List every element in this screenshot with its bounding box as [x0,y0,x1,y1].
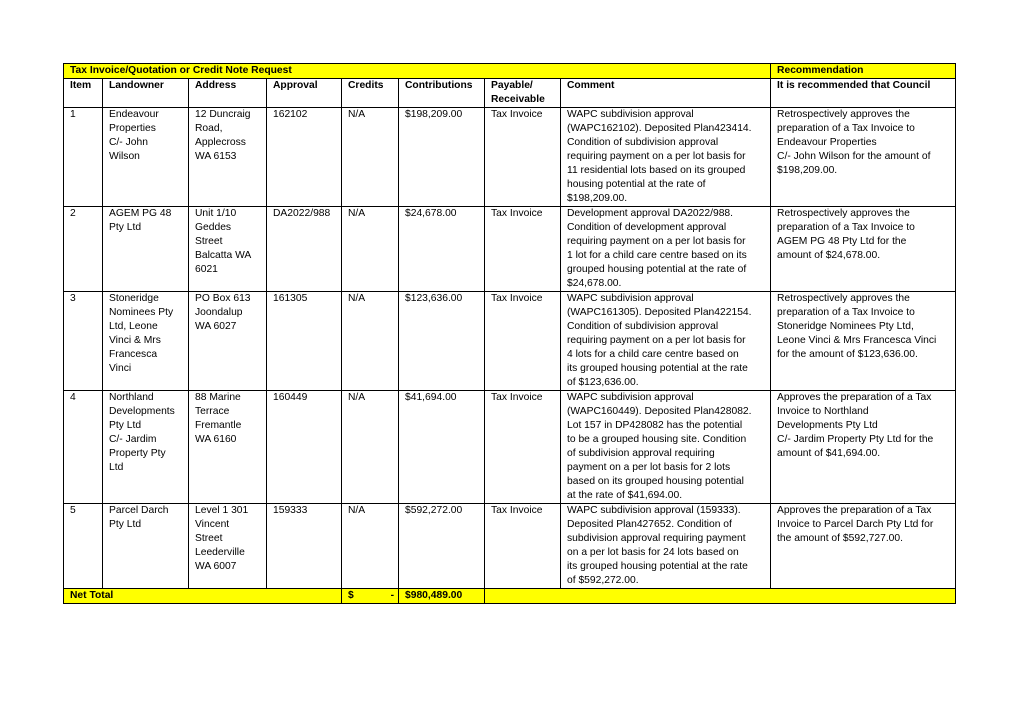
comment-cell: Development approval DA2022/988. Condition of development approval requiring payment on a per lot basis for 1 lot for a child care centre based on its grouped housing potential at the rate of $24,678.00. [561,207,771,292]
payable-cell: Tax Invoice [485,292,561,391]
comment-cell: WAPC subdivision approval (159333). Deposited Plan427652. Condition of subdivision approval requiring payment on a per lot basis for 24 lots based on its grouped housing potential at the rate of $592,272.00. [561,504,771,589]
contributions-cell: $123,636.00 [399,292,485,391]
net-total-row [64,589,956,604]
contributions-cell: $24,678.00 [399,207,485,292]
address-cell: 88 Marine Terrace Fremantle WA 6160 [189,391,267,504]
credits-cell: N/A [342,108,399,207]
header-landowner: Landowner [103,79,189,108]
approval-cell: 159333 [267,504,342,589]
approval-cell: 161305 [267,292,342,391]
contributions-cell: $198,209.00 [399,108,485,207]
approval-cell: 162102 [267,108,342,207]
address-cell: 12 Duncraig Road, Applecross WA 6153 [189,108,267,207]
net-total-filler [485,589,956,604]
table-title: Tax Invoice/Quotation or Credit Note Request [64,64,771,79]
payable-cell: Tax Invoice [485,504,561,589]
recommendation-cell: Retrospectively approves the preparation of a Tax Invoice to Endeavour Properties C/- John Wilson for the amount of $198,209.00. [771,108,956,207]
net-total-credits [342,589,399,604]
landowner-cell: Stoneridge Nominees Pty Ltd, Leone Vinci & Mrs Francesca Vinci [103,292,189,391]
header-item: Item [64,79,103,108]
header-contributions: Contributions [399,79,485,108]
recommendation-cell: Approves the preparation of a Tax Invoice to Parcel Darch Pty Ltd for the amount of $592,727.00. [771,504,956,589]
item-cell: 3 [64,292,103,391]
credits-cell: N/A [342,207,399,292]
net-total-contributions: $980,489.00 [399,589,485,604]
item-cell: 1 [64,108,103,207]
address-cell: Level 1 301 Vincent Street Leederville WA 6007 [189,504,267,589]
recommendation-cell: Retrospectively approves the preparation of a Tax Invoice to AGEM PG 48 Pty Ltd for the amount of $24,678.00. [771,207,956,292]
recommendation-title: Recommendation [771,64,956,79]
landowner-cell: Parcel Darch Pty Ltd [103,504,189,589]
net-total-credits-value: - [390,590,394,601]
comment-cell: WAPC subdivision approval (WAPC162102). Deposited Plan423414. Condition of subdivision approval requiring payment on a per lot basis for 11 residential lots based on its grouped housing potential at the rate of $198,209.00. [561,108,771,207]
recommendation-cell: Approves the preparation of a Tax Invoice to Northland Developments Pty Ltd C/- Jardim Property Pty Ltd for the amount of $41,694.00. [771,391,956,504]
table-row [64,207,956,292]
comment-cell: WAPC subdivision approval (WAPC160449). Deposited Plan428082. Lot 157 in DP428082 has the potential to be a grouped housing site. Condition of subdivision approval requiring payment on a per lot basis for 2 lots based on its grouped housing potential at the rate of $41,694.00. [561,391,771,504]
approval-cell: DA2022/988 [267,207,342,292]
address-cell: Unit 1/10 Geddes Street Balcatta WA 6021 [189,207,267,292]
item-cell: 2 [64,207,103,292]
payable-cell: Tax Invoice [485,391,561,504]
header-credits: Credits [342,79,399,108]
table-row [64,504,956,589]
payable-cell: Tax Invoice [485,108,561,207]
recommendation-cell: Retrospectively approves the preparation of a Tax Invoice to Stoneridge Nominees Pty Ltd, Leone Vinci & Mrs Francesca Vinci for the amount of $123,636.00. [771,292,956,391]
header-comment: Comment [561,79,771,108]
header-row [64,79,956,108]
table-row [64,292,956,391]
landowner-cell: Endeavour Properties C/- John Wilson [103,108,189,207]
credits-cell: N/A [342,504,399,589]
table-row [64,391,956,504]
contributions-cell: $592,272.00 [399,504,485,589]
tax-invoice-table [63,63,956,604]
header-approval: Approval [267,79,342,108]
contributions-cell: $41,694.00 [399,391,485,504]
address-cell: PO Box 613 Joondalup WA 6027 [189,292,267,391]
landowner-cell: Northland Developments Pty Ltd C/- Jardim Property Pty Ltd [103,391,189,504]
approval-cell: 160449 [267,391,342,504]
net-total-credits-currency: $ [348,590,354,601]
credits-cell: N/A [342,292,399,391]
item-cell: 4 [64,391,103,504]
title-row [64,64,956,79]
credits-cell: N/A [342,391,399,504]
payable-cell: Tax Invoice [485,207,561,292]
item-cell: 5 [64,504,103,589]
header-address: Address [189,79,267,108]
landowner-cell: AGEM PG 48 Pty Ltd [103,207,189,292]
net-total-label: Net Total [64,589,342,604]
comment-cell: WAPC subdivision approval (WAPC161305). Deposited Plan422154. Condition of subdivision approval requiring payment on a per lot basis for 4 lots for a child care centre based on its grouped housing potential at the rate of $123,636.00. [561,292,771,391]
header-recommendation: It is recommended that Council [771,79,956,108]
table-row [64,108,956,207]
header-payable: Payable/ Receivable [485,79,561,108]
